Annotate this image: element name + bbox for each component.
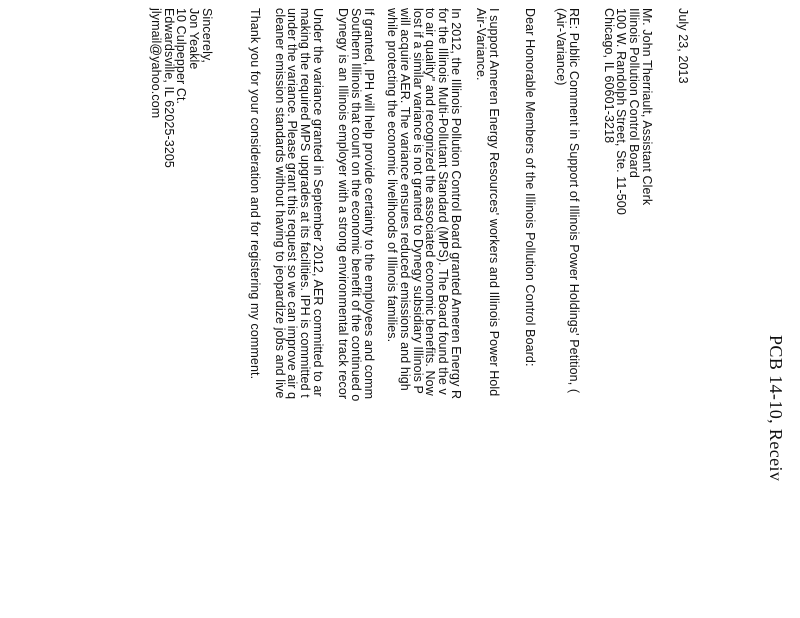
paragraph-line: to air quality" and recognized the associated economic benefits. Now [423,8,438,396]
paragraph-line: Dynegy is an Illinois employer with a strong environmental track recor [336,8,351,400]
signature-line: 10 Culpepper Ct. [174,8,189,105]
paragraph-line: while protecting the economic livelihoods of Illinois families. [385,8,400,343]
paragraph-line: under the variance. Please grant this request so we can improve air q [285,8,300,400]
re-line: RE: Public Comment in Support of Illinois Power Holdings' Petition, ( [567,8,581,394]
letter-date: July 23, 2013 [676,8,690,84]
paragraph-line: Thank you for your consideration and for registering my comment. [248,8,262,380]
signature-line: Edwardsville, IL 62025-3205 [161,8,176,168]
recipient-line: 100 W. Randolph Street, Ste. 11-500 [614,8,629,215]
paragraph-line: cleaner emission standards without having to jeopardize jobs and live [272,8,287,399]
salutation: Dear Honorable Members of the Illinois Pollution Control Board: [523,8,537,367]
recipient-address [602,8,653,215]
paragraph-line: lost if a similar variance is not granted to Dynegy subsidiary Illinois P [410,8,425,394]
paragraph-1 [474,8,500,396]
recipient-line: Chicago, IL 60601-3218 [601,8,616,144]
re-line: (Air-Variance) [554,8,569,86]
paragraph-line: for the Illinois Multi-Pollutant Standard (MPS). The Board found the v [436,8,451,395]
recipient-line: Illinois Pollution Control Board [627,8,642,178]
paragraph-line: Air-Variance. [474,8,489,81]
paragraph-3 [337,8,375,401]
paragraph-line: If granted, IPH will help provide certainty to the employees and comm [362,8,376,400]
paragraph-line: In 2012, the Illinois Pollution Control Board granted Ameren Energy R [449,8,463,400]
signature-line: jlymail@yahoo.com [148,8,163,119]
recipient-line: Mr. John Therriault, Assistant Clerk [640,8,654,206]
paragraph-4 [273,8,324,399]
re-subject-line [554,8,580,393]
paragraph-5 [248,8,261,379]
paragraph-line: I support Ameren Energy Resources' workers and Illinois Power Hold [487,8,501,397]
paragraph-line: making the required MPS upgrades at its facilities. IPH is committed t [298,8,313,398]
paragraph-line: will acquire AER. The variance ensures reduced emissions and high [397,8,412,391]
receipt-stamp-header: PCB 14-10, Receiv [766,335,786,482]
signature-line: Jon Yeakle [187,8,202,70]
paragraph-line: Southern Illinois that count on the economic benefit of the continued o [349,8,364,402]
signature-line: Sincerely, [200,8,214,63]
paragraph-line: Under the variance granted in September 2012, AER committed to ar [311,8,325,397]
signature-block [149,8,213,168]
paragraph-2 [385,8,462,399]
